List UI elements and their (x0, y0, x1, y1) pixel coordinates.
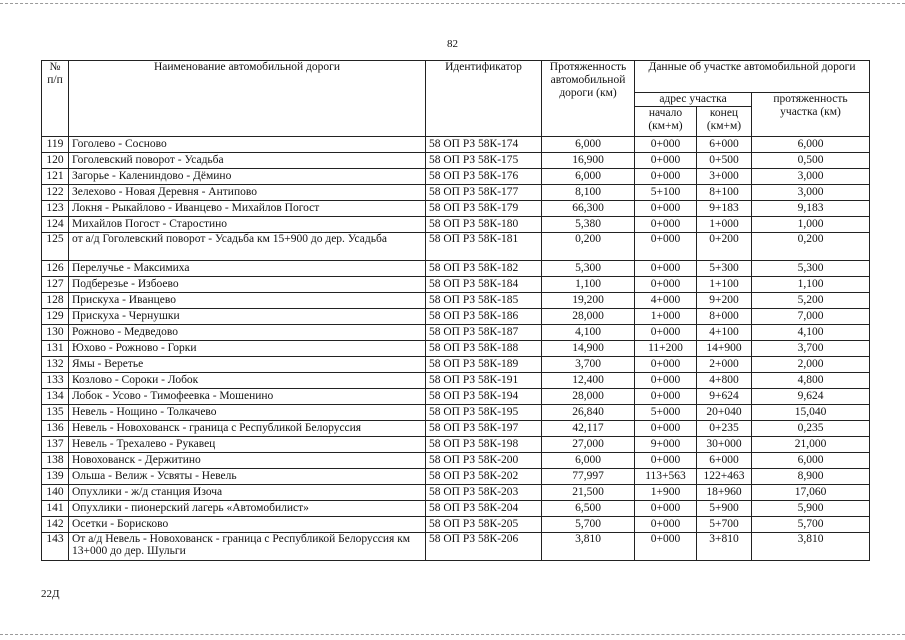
section-start: 0+000 (635, 169, 697, 185)
table-row (42, 153, 870, 169)
section-length: 0,200 (752, 233, 870, 261)
row-number: 135 (42, 405, 69, 421)
road-length: 0,200 (542, 233, 635, 261)
road-length: 6,000 (542, 169, 635, 185)
road-length: 6,000 (542, 453, 635, 469)
road-length: 5,300 (542, 261, 635, 277)
road-identifier: 58 ОП РЗ 58К-187 (426, 325, 542, 341)
road-name: Ольша - Велиж - Усвяты - Невель (69, 469, 426, 485)
row-number: 140 (42, 485, 69, 501)
row-number: 138 (42, 453, 69, 469)
road-length: 4,100 (542, 325, 635, 341)
section-start: 0+000 (635, 357, 697, 373)
table-row (42, 309, 870, 325)
page-number: 82 (447, 38, 458, 50)
header-section-address: адрес участка (635, 93, 752, 107)
table-row (42, 169, 870, 185)
road-length: 66,300 (542, 201, 635, 217)
row-number: 127 (42, 277, 69, 293)
table-row (42, 357, 870, 373)
table-row (42, 325, 870, 341)
road-name: Невель - Нощино - Толкачево (69, 405, 426, 421)
section-length: 6,000 (752, 137, 870, 153)
row-number: 123 (42, 201, 69, 217)
table-row (42, 405, 870, 421)
section-start: 0+000 (635, 153, 697, 169)
road-name: Прискуха - Чернушки (69, 309, 426, 325)
road-length: 3,700 (542, 357, 635, 373)
row-number: 124 (42, 217, 69, 233)
section-length: 21,000 (752, 437, 870, 453)
table-row (42, 373, 870, 389)
row-number: 122 (42, 185, 69, 201)
row-number: 120 (42, 153, 69, 169)
road-name: Осетки - Борисково (69, 517, 426, 533)
header-identifier: Идентификатор (426, 61, 542, 137)
road-length: 6,000 (542, 137, 635, 153)
section-start: 0+000 (635, 277, 697, 293)
row-number: 125 (42, 233, 69, 261)
section-length: 0,235 (752, 421, 870, 437)
table-row (42, 233, 870, 261)
road-identifier: 58 ОП РЗ 58К-188 (426, 341, 542, 357)
section-start: 0+000 (635, 389, 697, 405)
section-end: 9+183 (697, 201, 752, 217)
section-start: 1+900 (635, 485, 697, 501)
section-length: 1,000 (752, 217, 870, 233)
row-number: 143 (42, 533, 69, 561)
row-number: 141 (42, 501, 69, 517)
section-end: 0+500 (697, 153, 752, 169)
road-identifier: 58 ОП РЗ 58К-203 (426, 485, 542, 501)
section-start: 0+000 (635, 421, 697, 437)
section-start: 0+000 (635, 233, 697, 261)
road-name: Невель - Трехалево - Рукавец (69, 437, 426, 453)
section-end: 6+000 (697, 453, 752, 469)
section-start: 0+000 (635, 201, 697, 217)
header-end: конец (км+м) (697, 107, 752, 137)
table-row (42, 389, 870, 405)
row-number: 119 (42, 137, 69, 153)
roads-table (41, 60, 870, 561)
road-name: Рожново - Медведово (69, 325, 426, 341)
road-identifier: 58 ОП РЗ 58К-181 (426, 233, 542, 261)
road-identifier: 58 ОП РЗ 58К-191 (426, 373, 542, 389)
road-identifier: 58 ОП РЗ 58К-180 (426, 217, 542, 233)
section-length: 4,800 (752, 373, 870, 389)
road-identifier: 58 ОП РЗ 58К-189 (426, 357, 542, 373)
section-start: 9+000 (635, 437, 697, 453)
section-start: 5+100 (635, 185, 697, 201)
section-length: 9,183 (752, 201, 870, 217)
road-length: 19,200 (542, 293, 635, 309)
header-section-length: протяженность участка (км) (752, 93, 870, 137)
road-name: От а/д Невель - Новохованск - граница с Республикой Белоруссия км 13+000 до дер. Шульги (69, 533, 426, 561)
section-end: 3+810 (697, 533, 752, 561)
section-end: 8+100 (697, 185, 752, 201)
road-identifier: 58 ОП РЗ 58К-206 (426, 533, 542, 561)
road-identifier: 58 ОП РЗ 58К-185 (426, 293, 542, 309)
road-identifier: 58 ОП РЗ 58К-204 (426, 501, 542, 517)
scan-edge-top (0, 3, 905, 4)
section-end: 30+000 (697, 437, 752, 453)
road-name: Локня - Рыкайлово - Иванцево - Михайлов Погост (69, 201, 426, 217)
table-row (42, 137, 870, 153)
section-end: 20+040 (697, 405, 752, 421)
table-row (42, 293, 870, 309)
road-length: 14,900 (542, 341, 635, 357)
table-row (42, 453, 870, 469)
table-body (42, 137, 870, 561)
row-number: 121 (42, 169, 69, 185)
road-name: Опухлики - ж/д станция Изоча (69, 485, 426, 501)
section-start: 0+000 (635, 261, 697, 277)
section-start: 113+563 (635, 469, 697, 485)
table-header (42, 61, 870, 137)
table-row (42, 469, 870, 485)
section-end: 18+960 (697, 485, 752, 501)
row-number: 131 (42, 341, 69, 357)
section-length: 7,000 (752, 309, 870, 325)
road-name: Подберезье - Избоево (69, 277, 426, 293)
section-length: 6,000 (752, 453, 870, 469)
road-name: Загорье - Калениндово - Дёмино (69, 169, 426, 185)
section-end: 2+000 (697, 357, 752, 373)
row-number: 137 (42, 437, 69, 453)
section-length: 5,300 (752, 261, 870, 277)
table-row (42, 217, 870, 233)
table-row (42, 485, 870, 501)
section-end: 122+463 (697, 469, 752, 485)
header-road-length: Протяженность автомобильной дороги (км) (542, 61, 635, 137)
section-start: 0+000 (635, 517, 697, 533)
road-identifier: 58 ОП РЗ 58К-197 (426, 421, 542, 437)
table-row (42, 517, 870, 533)
section-start: 11+200 (635, 341, 697, 357)
section-start: 0+000 (635, 533, 697, 561)
row-number: 129 (42, 309, 69, 325)
section-start: 0+000 (635, 373, 697, 389)
section-end: 1+000 (697, 217, 752, 233)
section-end: 4+100 (697, 325, 752, 341)
road-identifier: 58 ОП РЗ 58К-176 (426, 169, 542, 185)
road-name: Новохованск - Держитино (69, 453, 426, 469)
road-identifier: 58 ОП РЗ 58К-205 (426, 517, 542, 533)
road-name: Гоголево - Сосново (69, 137, 426, 153)
road-identifier: 58 ОП РЗ 58К-202 (426, 469, 542, 485)
road-name: Зелехово - Новая Деревня - Антипово (69, 185, 426, 201)
road-identifier: 58 ОП РЗ 58К-200 (426, 453, 542, 469)
section-start: 0+000 (635, 217, 697, 233)
road-length: 16,900 (542, 153, 635, 169)
road-identifier: 58 ОП РЗ 58К-177 (426, 185, 542, 201)
road-name: Прискуха - Иванцево (69, 293, 426, 309)
section-length: 1,100 (752, 277, 870, 293)
table-row (42, 201, 870, 217)
road-length: 28,000 (542, 309, 635, 325)
section-end: 5+700 (697, 517, 752, 533)
road-name: Ямы - Веретье (69, 357, 426, 373)
road-length: 28,000 (542, 389, 635, 405)
road-identifier: 58 ОП РЗ 58К-182 (426, 261, 542, 277)
road-identifier: 58 ОП РЗ 58К-186 (426, 309, 542, 325)
section-end: 5+300 (697, 261, 752, 277)
footer-code: 22Д (41, 588, 60, 600)
road-name: Лобок - Усово - Тимофеевка - Мошенино (69, 389, 426, 405)
section-length: 3,700 (752, 341, 870, 357)
section-end: 0+235 (697, 421, 752, 437)
road-name: Михайлов Погост - Старостино (69, 217, 426, 233)
section-start: 0+000 (635, 453, 697, 469)
road-length: 26,840 (542, 405, 635, 421)
row-number: 136 (42, 421, 69, 437)
section-end: 9+624 (697, 389, 752, 405)
section-length: 2,000 (752, 357, 870, 373)
road-length: 1,100 (542, 277, 635, 293)
table-row (42, 421, 870, 437)
section-length: 5,900 (752, 501, 870, 517)
section-start: 0+000 (635, 137, 697, 153)
road-length: 77,997 (542, 469, 635, 485)
road-length: 42,117 (542, 421, 635, 437)
row-number: 133 (42, 373, 69, 389)
road-length: 12,400 (542, 373, 635, 389)
section-end: 6+000 (697, 137, 752, 153)
road-name: от а/д Гоголевский поворот - Усадьба км 15+900 до дер. Усадьба (69, 233, 426, 261)
section-end: 1+100 (697, 277, 752, 293)
road-name: Юхово - Рожново - Горки (69, 341, 426, 357)
section-length: 5,200 (752, 293, 870, 309)
row-number: 139 (42, 469, 69, 485)
row-number: 132 (42, 357, 69, 373)
road-name: Козлово - Сороки - Лобок (69, 373, 426, 389)
road-length: 27,000 (542, 437, 635, 453)
section-end: 9+200 (697, 293, 752, 309)
row-number: 130 (42, 325, 69, 341)
header-section-data: Данные об участке автомобильной дороги (635, 61, 870, 93)
road-length: 21,500 (542, 485, 635, 501)
road-identifier: 58 ОП РЗ 58К-194 (426, 389, 542, 405)
row-number: 128 (42, 293, 69, 309)
header-num: № п/п (42, 61, 69, 137)
table-row (42, 277, 870, 293)
scan-edge-bottom (0, 634, 905, 635)
section-length: 3,000 (752, 169, 870, 185)
table-row (42, 533, 870, 561)
road-name: Гоголевский поворот - Усадьба (69, 153, 426, 169)
section-start: 1+000 (635, 309, 697, 325)
section-length: 8,900 (752, 469, 870, 485)
section-length: 0,500 (752, 153, 870, 169)
road-length: 5,700 (542, 517, 635, 533)
table-row (42, 501, 870, 517)
road-name: Невель - Новохованск - граница с Республикой Белоруссия (69, 421, 426, 437)
section-start: 0+000 (635, 325, 697, 341)
section-length: 15,040 (752, 405, 870, 421)
section-end: 0+200 (697, 233, 752, 261)
section-start: 5+000 (635, 405, 697, 421)
section-start: 4+000 (635, 293, 697, 309)
section-end: 14+900 (697, 341, 752, 357)
road-name: Опухлики - пионерский лагерь «Автомобилист» (69, 501, 426, 517)
section-length: 4,100 (752, 325, 870, 341)
row-number: 134 (42, 389, 69, 405)
road-name: Перелучье - Максимиха (69, 261, 426, 277)
table-row (42, 185, 870, 201)
road-identifier: 58 ОП РЗ 58К-184 (426, 277, 542, 293)
header-start: начало (км+м) (635, 107, 697, 137)
section-length: 5,700 (752, 517, 870, 533)
section-length: 17,060 (752, 485, 870, 501)
road-length: 8,100 (542, 185, 635, 201)
road-length: 3,810 (542, 533, 635, 561)
table-row (42, 261, 870, 277)
section-start: 0+000 (635, 501, 697, 517)
section-length: 9,624 (752, 389, 870, 405)
road-identifier: 58 ОП РЗ 58К-198 (426, 437, 542, 453)
row-number: 142 (42, 517, 69, 533)
section-end: 3+000 (697, 169, 752, 185)
table-row (42, 341, 870, 357)
table-row (42, 437, 870, 453)
road-identifier: 58 ОП РЗ 58К-174 (426, 137, 542, 153)
section-length: 3,810 (752, 533, 870, 561)
section-length: 3,000 (752, 185, 870, 201)
road-identifier: 58 ОП РЗ 58К-195 (426, 405, 542, 421)
road-length: 5,380 (542, 217, 635, 233)
section-end: 4+800 (697, 373, 752, 389)
header-road-name: Наименование автомобильной дороги (69, 61, 426, 137)
section-end: 8+000 (697, 309, 752, 325)
road-length: 6,500 (542, 501, 635, 517)
section-end: 5+900 (697, 501, 752, 517)
road-identifier: 58 ОП РЗ 58К-175 (426, 153, 542, 169)
road-identifier: 58 ОП РЗ 58К-179 (426, 201, 542, 217)
row-number: 126 (42, 261, 69, 277)
